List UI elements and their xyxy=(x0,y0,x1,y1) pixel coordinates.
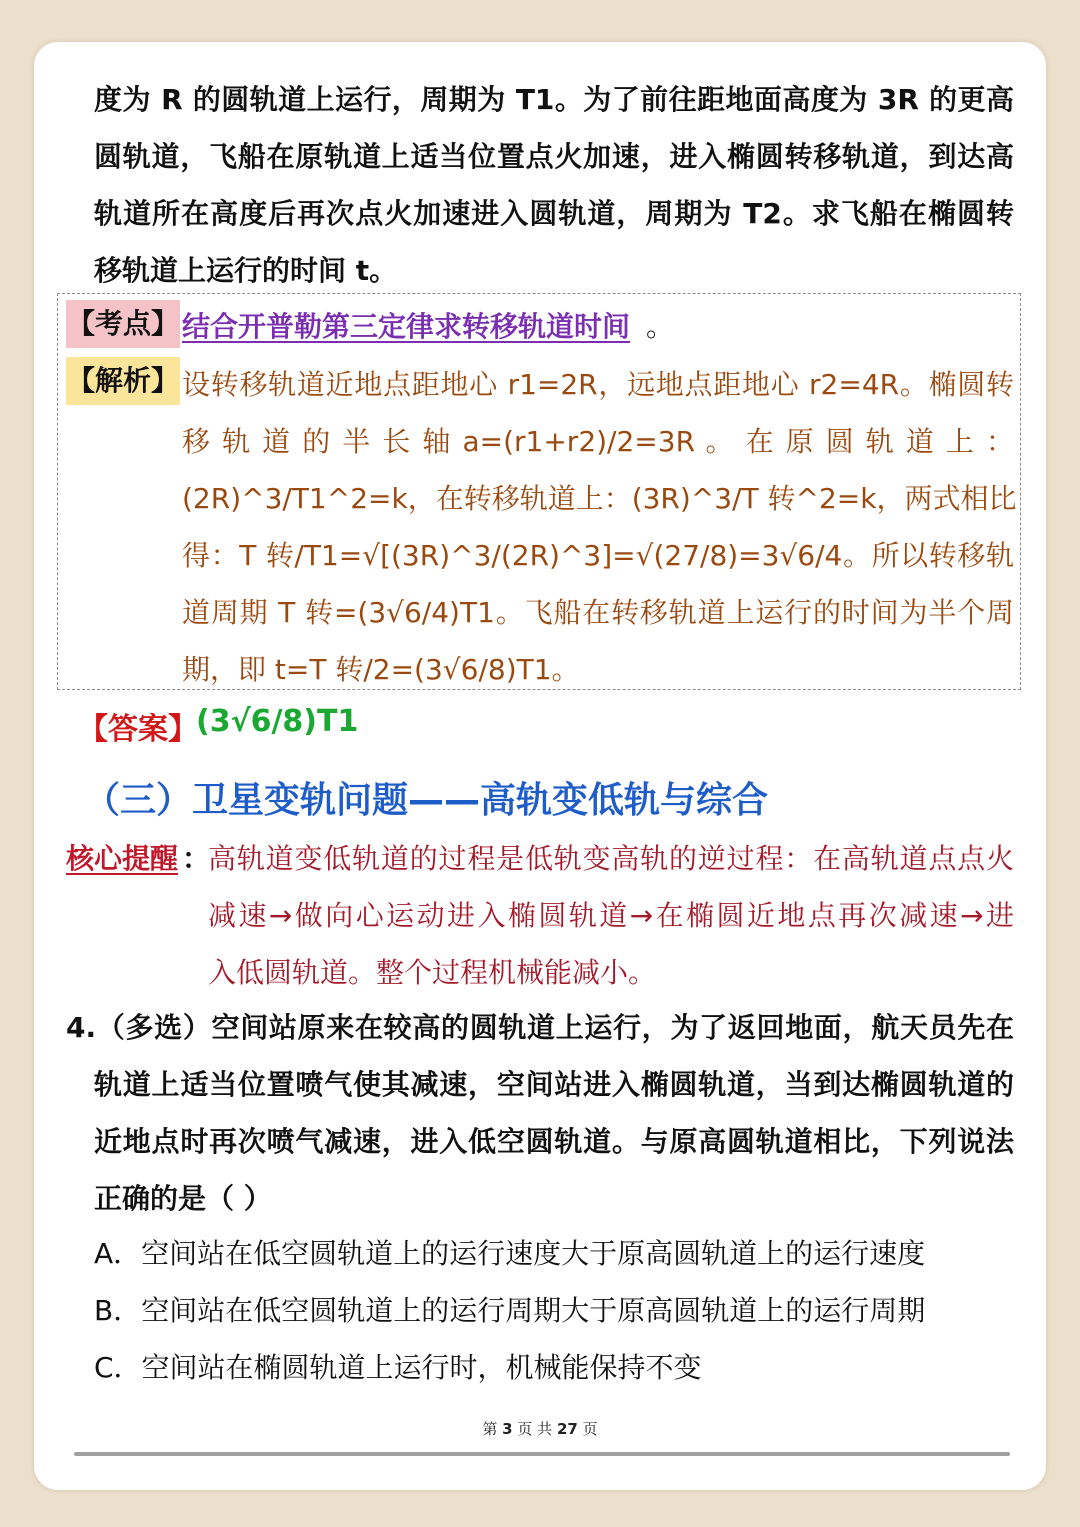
jiexi-line-1: 设转移轨道近地点距地心 r1=2R，远地点距地心 r2=4R。椭圆转 xyxy=(182,368,1014,401)
q4-option-b: B．空间站在低空圆轨道上的运行周期大于原高圆轨道上的运行周期 xyxy=(94,1294,926,1327)
core-tip-colon: ： xyxy=(182,842,211,875)
section-title: （三）卫星变轨问题——高轨变低轨与综合 xyxy=(84,780,769,821)
jiexi-line-6: 期，即 t=T 转/2=(3√6/8)T1。 xyxy=(182,653,580,686)
q4-line-2: 轨道上适当位置喷气使其减速，空间站进入椭圆轨道，当到达椭圆轨道的 xyxy=(94,1068,1014,1101)
core-tip-line-1: 高轨道变低轨道的过程是低轨变高轨的逆过程：在高轨道点点火 xyxy=(208,842,1014,875)
question-line-2: 圆轨道，飞船在原轨道上适当位置点火加速，进入椭圆转移轨道，到达高 xyxy=(94,140,1014,173)
question-line-1: 度为 R 的圆轨道上运行，周期为 T1。为了前往距地面高度为 3R 的更高 xyxy=(94,83,1014,116)
footer-page-number: 3 xyxy=(502,1420,513,1438)
jiexi-tag: 【解析】 xyxy=(66,357,180,405)
core-tip-line-2: 减速→做向心运动进入椭圆轨道→在椭圆近地点再次减速→进 xyxy=(208,899,1014,932)
core-tip-tag: 核心提醒 xyxy=(66,842,179,875)
q4-line-4: 正确的是（ ） xyxy=(94,1182,272,1215)
answer-value: (3√6/8)T1 xyxy=(196,704,359,739)
core-tip-line-3: 入低圆轨道。整个过程机械能减小。 xyxy=(208,956,657,989)
footer-mid: 页 共 xyxy=(517,1420,553,1438)
footer-post: 页 xyxy=(582,1420,598,1438)
kaodian-end: 。 xyxy=(646,310,675,343)
jiexi-line-4: 得：T 转/T1=√[(3R)^3/(2R)^3]=√(27/8)=3√6/4。所以转移轨 xyxy=(182,539,1014,572)
q4-line-1: 4.（多选）空间站原来在较高的圆轨道上运行，为了返回地面，航天员先在 xyxy=(66,1011,1014,1044)
footer-pre: 第 xyxy=(482,1420,498,1438)
jiexi-line-3: (2R)^3/T1^2=k，在转移轨道上：(3R)^3/T 转^2=k，两式相比 xyxy=(182,482,1017,515)
q4-option-a: A．空间站在低空圆轨道上的运行速度大于原高圆轨道上的运行速度 xyxy=(94,1237,926,1270)
question-line-4: 移轨道上运行的时间 t。 xyxy=(94,254,398,287)
kaodian-text: 结合开普勒第三定律求转移轨道时间 xyxy=(182,310,631,343)
q4-line-3: 近地点时再次喷气减速，进入低空圆轨道。与原高圆轨道相比，下列说法 xyxy=(94,1125,1014,1158)
jiexi-line-2: 移 轨 道 的 半 长 轴 a=(r1+r2)/2=3R 。 在 原 圆 轨 道 上 ： xyxy=(182,425,1014,458)
kaodian-tag: 【考点】 xyxy=(66,300,180,348)
question-line-3: 轨道所在高度后再次点火加速进入圆轨道，周期为 T2。求飞船在椭圆转 xyxy=(94,197,1014,230)
q4-option-c: C．空间站在椭圆轨道上运行时，机械能保持不变 xyxy=(94,1351,702,1384)
footer-total-pages: 27 xyxy=(556,1420,578,1438)
jiexi-line-5: 道周期 T 转=(3√6/4)T1。飞船在转移轨道上运行的时间为半个周 xyxy=(182,596,1014,629)
page-footer xyxy=(0,1418,1080,1439)
bottom-rule xyxy=(74,1452,1010,1456)
answer-tag: 【答案】 xyxy=(78,712,198,747)
